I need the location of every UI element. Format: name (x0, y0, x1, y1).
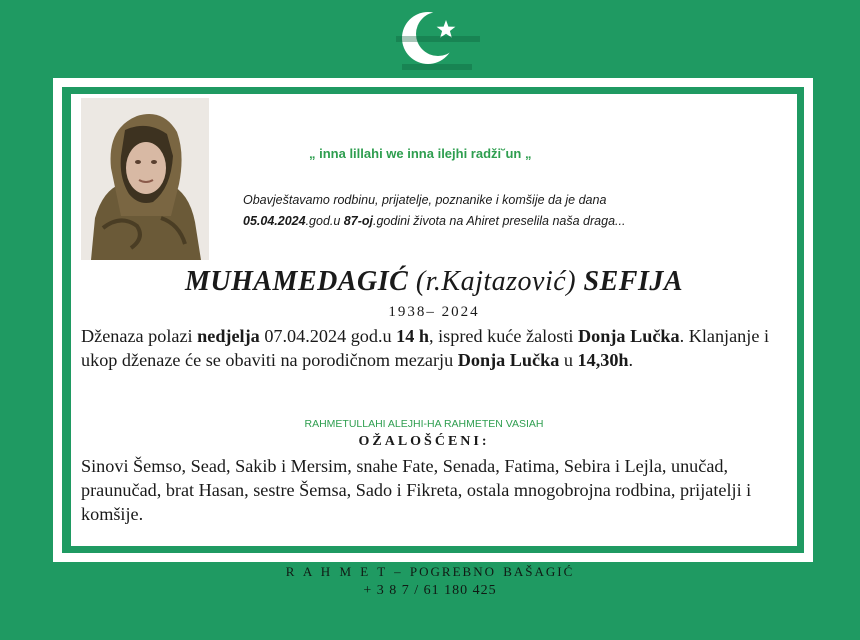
rahmet-prayer-line: RAHMETULLAHI ALEJHI-HA RAHMETEN VASIAH (304, 418, 544, 430)
intro-mid: .god.u (305, 214, 344, 228)
funeral-details (81, 324, 781, 372)
faded-print-mark (388, 26, 488, 78)
maiden-name: (r.Kajtazović) (415, 266, 577, 297)
intro-line1: Obavještavamo rodbinu, prijatelje, poznanike i komšije da je dana (243, 193, 607, 207)
funeral-day: nedjelja (197, 326, 260, 346)
death-date: 05.04.2024 (243, 214, 306, 228)
funeral-text-5: u (559, 350, 578, 370)
deceased-photo (81, 98, 209, 260)
funeral-text-6: . (628, 350, 634, 370)
age: 87-oj (343, 214, 373, 228)
mourners-heading: OŽALOŠĆENI: (358, 434, 490, 449)
deceased-name (71, 266, 797, 298)
surname: MUHAMEDAGIĆ (184, 266, 409, 297)
mourners-list: Sinovi Šemso, Sead, Sakib i Mersim, snahe Fate, Senada, Fatima, Sebira i Lejla, unučad, praunučad, brat Hasan, sestre Šemsa, Sado i Fikreta, ostala mnogobrojna rodbina, prijatelji i komšije. (81, 456, 752, 524)
funeral-time: 14 h (396, 326, 430, 346)
first-name: SEFIJA (583, 266, 684, 297)
company-phone: + 3 8 7 / 61 180 425 (363, 583, 497, 598)
life-years: 1938– 2024 (388, 304, 480, 320)
funeral-company: R A H M E T – POGREBNO BAŠAGIĆ (285, 564, 575, 579)
funeral-place: Donja Lučka (578, 326, 680, 346)
intro-text (243, 190, 763, 232)
obituary-card (71, 94, 797, 546)
funeral-text-3: , ispred kuće žalosti (429, 326, 579, 346)
dua-text: „ inna lillahi we inna ilejhi radži˘un „ (309, 146, 532, 161)
burial-place: Donja Lučka (457, 350, 560, 370)
funeral-text-2: 07.04.2024 god.u (259, 326, 397, 346)
funeral-text-1: Dženaza polazi (81, 326, 198, 346)
intro-rest: .godini života na Ahiret preselila naša draga... (372, 214, 626, 228)
burial-time: 14,30h (577, 350, 629, 370)
funeral-text-4: . Klanjanje i ukop dženaze će se obaviti na porodičnom mezarju (81, 326, 770, 370)
